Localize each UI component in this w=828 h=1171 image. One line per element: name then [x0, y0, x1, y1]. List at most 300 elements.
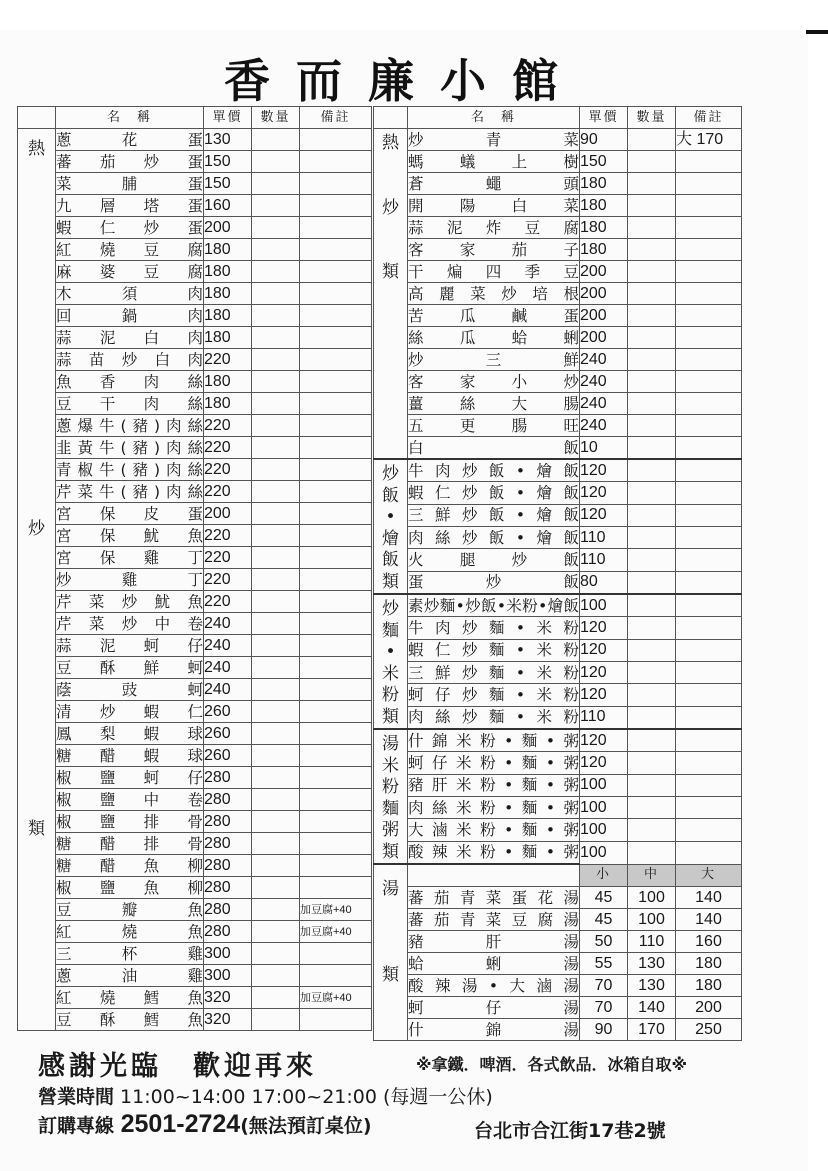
menu-row: [374, 684, 742, 706]
item-name: [408, 327, 580, 349]
name-header: 名 稱: [408, 107, 580, 129]
menu-row: [18, 987, 372, 1009]
item-name-text: 椒鹽蚵仔: [56, 768, 203, 787]
menu-row: [18, 371, 372, 393]
item-note: [300, 481, 372, 503]
item-price: 200: [580, 283, 628, 305]
item-name: [56, 811, 204, 833]
item-price: 220: [204, 525, 252, 547]
menu-row: [18, 723, 372, 745]
name-header: 名 稱: [56, 107, 204, 129]
item-name: [408, 729, 580, 752]
item-qty: [628, 684, 676, 706]
item-note: [300, 811, 372, 833]
category-text: 炒 飯 • 燴 飯 類: [382, 464, 399, 592]
item-price: 280: [204, 833, 252, 855]
item-name-text: 鳳梨蝦球: [56, 724, 203, 743]
menu-row: [374, 151, 742, 173]
soup-name: [408, 931, 580, 953]
item-price: 200: [580, 305, 628, 327]
soup-name-text: 豬肝湯: [408, 932, 579, 951]
item-name: [408, 129, 580, 151]
menu-row: [374, 261, 742, 283]
scan-edge-mark: [806, 30, 828, 34]
item-name: [56, 591, 204, 613]
menu-row: [18, 459, 372, 481]
item-price: 110: [580, 549, 628, 571]
soup-price-medium: 130: [628, 975, 676, 997]
menu-row: [374, 706, 742, 729]
soup-price-small: 50: [580, 931, 628, 953]
item-note: [300, 525, 372, 547]
item-qty: [252, 415, 300, 437]
item-name: [56, 503, 204, 525]
item-name: [408, 549, 580, 571]
item-name-text: 椒鹽魚柳: [56, 878, 203, 897]
item-qty: [628, 217, 676, 239]
soup-row: [374, 931, 742, 953]
item-qty: [252, 371, 300, 393]
item-name-text: 蒜泥蚵仔: [56, 636, 203, 655]
item-price: 150: [204, 173, 252, 195]
item-qty: [252, 569, 300, 591]
menu-row: [374, 661, 742, 683]
soup-name: [408, 909, 580, 931]
item-note: [676, 261, 742, 283]
menu-row: [18, 195, 372, 217]
item-qty: [252, 525, 300, 547]
item-note: [300, 745, 372, 767]
item-price: 240: [580, 415, 628, 437]
item-name-text: 蒜苗炒白肉: [56, 350, 203, 369]
item-name: [56, 481, 204, 503]
item-name: [56, 305, 204, 327]
item-qty: [252, 393, 300, 415]
item-name: [408, 774, 580, 796]
soup-size-header-row: [374, 864, 742, 887]
item-price: 280: [204, 855, 252, 877]
item-qty: [252, 877, 300, 899]
item-price: 300: [204, 943, 252, 965]
item-price: 120: [580, 459, 628, 482]
menu-row: [374, 549, 742, 571]
item-name-text: 炒雞丁: [56, 570, 203, 589]
item-note: [300, 151, 372, 173]
hours-label: 營業時間: [38, 1086, 115, 1108]
item-note: [300, 965, 372, 987]
menu-row: [374, 239, 742, 261]
item-qty: [628, 774, 676, 796]
item-note: [676, 594, 742, 617]
item-note: [300, 283, 372, 305]
menu-row: [18, 569, 372, 591]
menu-row: [18, 1009, 372, 1031]
item-name-text: 炒三鮮: [408, 350, 579, 369]
item-qty: [252, 657, 300, 679]
item-qty: [628, 526, 676, 548]
item-qty: [252, 745, 300, 767]
item-note: [300, 569, 372, 591]
size-header: 小: [580, 864, 628, 887]
soup-price-small: 45: [580, 887, 628, 909]
item-name: [408, 752, 580, 774]
menu-row: [18, 437, 372, 459]
item-price: 180: [204, 261, 252, 283]
item-name: [56, 833, 204, 855]
item-name: [56, 745, 204, 767]
item-name: [56, 129, 204, 151]
item-name: [408, 639, 580, 661]
item-name-text: 火腿炒飯: [408, 550, 579, 569]
item-price: 180: [204, 239, 252, 261]
item-note: 大 170: [676, 129, 742, 151]
item-name-text: 芹菜炒魷魚: [56, 592, 203, 611]
item-qty: [628, 371, 676, 393]
item-qty: [628, 437, 676, 460]
item-note: [300, 371, 372, 393]
item-name: [56, 239, 204, 261]
item-qty: [252, 327, 300, 349]
item-qty: [628, 195, 676, 217]
item-qty: [628, 706, 676, 729]
soup-name-text: 蚵仔湯: [408, 998, 579, 1017]
right-menu-table: [373, 106, 742, 1041]
item-price: 150: [580, 151, 628, 173]
item-note: [676, 327, 742, 349]
item-note: [300, 679, 372, 701]
item-note: [676, 526, 742, 548]
item-name: [408, 415, 580, 437]
item-qty: [628, 661, 676, 683]
menu-row: [374, 305, 742, 327]
item-qty: [628, 796, 676, 818]
item-name-text: 牛肉炒麵•米粉: [408, 618, 579, 637]
item-name: [56, 569, 204, 591]
item-price: 100: [580, 819, 628, 841]
item-name-text: 豆酥鮮蚵: [56, 658, 203, 677]
item-name-text: 蔥爆牛(豬)肉絲: [56, 416, 203, 435]
menu-row: [18, 965, 372, 987]
item-note: [300, 261, 372, 283]
menu-row: [18, 811, 372, 833]
item-price: 260: [204, 723, 252, 745]
item-note: [676, 617, 742, 639]
item-note: [300, 855, 372, 877]
item-name-text: 酸辣米粉•麵•粥: [408, 843, 579, 862]
menu-row: [374, 571, 742, 594]
menu-row: [18, 129, 372, 151]
item-price: 200: [580, 261, 628, 283]
menu-row: [18, 547, 372, 569]
item-price: 110: [580, 526, 628, 548]
item-note: [300, 723, 372, 745]
item-name-text: 肉絲炒飯•燴飯: [408, 528, 579, 547]
item-note: 加豆腐+40: [300, 987, 372, 1009]
item-price: 240: [204, 657, 252, 679]
item-note: [300, 459, 372, 481]
item-note: [300, 767, 372, 789]
item-qty: [628, 129, 676, 151]
item-qty: [252, 987, 300, 1009]
item-name: [56, 349, 204, 371]
item-name: [56, 217, 204, 239]
phone-number: 2501-2724: [120, 1110, 241, 1138]
item-name: [56, 393, 204, 415]
soup-price-medium: 110: [628, 931, 676, 953]
item-qty: [252, 613, 300, 635]
item-note: [300, 657, 372, 679]
item-name-text: 糖醋蝦球: [56, 746, 203, 765]
item-name-text: 白飯: [408, 438, 579, 457]
item-note: [300, 833, 372, 855]
item-note: [676, 706, 742, 729]
item-qty: [252, 217, 300, 239]
item-price: 240: [204, 679, 252, 701]
menu-row: [18, 657, 372, 679]
item-price: 100: [580, 594, 628, 617]
soup-price-small: 55: [580, 953, 628, 975]
soup-price-medium: 130: [628, 953, 676, 975]
item-name: [408, 841, 580, 864]
item-name-text: 蒜泥炸豆腐: [408, 218, 579, 237]
item-name-text: 干煸四季豆: [408, 262, 579, 281]
item-note: [300, 349, 372, 371]
item-name-text: 蚵仔米粉•麵•粥: [408, 753, 579, 772]
item-note: [300, 591, 372, 613]
menu-row: [18, 283, 372, 305]
item-name-text: 糖醋排骨: [56, 834, 203, 853]
item-price: 100: [580, 841, 628, 864]
soup-name: [408, 887, 580, 909]
item-qty: [252, 173, 300, 195]
item-qty: [628, 261, 676, 283]
item-name-text: 紅燒豆腐: [56, 240, 203, 259]
menu-row: [18, 591, 372, 613]
item-price: 180: [204, 327, 252, 349]
item-name: [56, 767, 204, 789]
item-name: [408, 571, 580, 594]
item-note: [676, 393, 742, 415]
item-note: [676, 774, 742, 796]
item-note: [300, 635, 372, 657]
item-name: [56, 151, 204, 173]
soup-name: [408, 953, 580, 975]
soup-name: [408, 1019, 580, 1041]
menu-row: [18, 349, 372, 371]
item-qty: [252, 811, 300, 833]
item-price: 120: [580, 661, 628, 683]
item-name-text: 客家小炒: [408, 372, 579, 391]
item-name-text: 菜脯蛋: [56, 174, 203, 193]
item-name-text: 芹菜牛(豬)肉絲: [56, 482, 203, 501]
item-note: [676, 504, 742, 526]
item-note: [676, 571, 742, 594]
soup-price-medium: 100: [628, 887, 676, 909]
item-note: [300, 173, 372, 195]
item-note: [676, 729, 742, 752]
item-price: 180: [204, 371, 252, 393]
item-price: 120: [580, 617, 628, 639]
menu-row: [18, 855, 372, 877]
item-name: [56, 899, 204, 921]
item-name-text: 豆瓣魚: [56, 900, 203, 919]
item-name: [408, 796, 580, 818]
item-qty: [252, 437, 300, 459]
item-price: 240: [204, 613, 252, 635]
item-name: [56, 701, 204, 723]
item-price: 120: [580, 729, 628, 752]
menu-row: [18, 767, 372, 789]
soup-name-text: 酸辣湯•大滷湯: [408, 976, 579, 995]
qty-header: 數量: [628, 107, 676, 129]
item-note: [300, 217, 372, 239]
soup-price-medium: 100: [628, 909, 676, 931]
phone-note: (無法預訂桌位): [240, 1115, 372, 1137]
item-qty: [252, 503, 300, 525]
item-name-text: 螞蟻上樹: [408, 152, 579, 171]
item-name-text: 五更腸旺: [408, 416, 579, 435]
footer: [38, 1040, 798, 1142]
item-qty: [252, 283, 300, 305]
item-name-text: 青椒牛(豬)肉絲: [56, 460, 203, 479]
soup-name-text: 蕃茄青菜豆腐湯: [408, 910, 579, 929]
item-name: [408, 437, 580, 460]
item-qty: [252, 481, 300, 503]
item-name: [56, 371, 204, 393]
item-qty: [252, 195, 300, 217]
item-note: [300, 547, 372, 569]
item-name-text: 薑絲大腸: [408, 394, 579, 413]
menu-row: [374, 752, 742, 774]
menu-row: [374, 217, 742, 239]
menu-row: [18, 217, 372, 239]
item-name-text: 肉絲米粉•麵•粥: [408, 798, 579, 817]
menu-row: [18, 239, 372, 261]
soup-price-large: 140: [676, 887, 742, 909]
menu-row: [374, 617, 742, 639]
item-name: [408, 305, 580, 327]
item-price: 80: [580, 571, 628, 594]
item-name-text: 豆酥鱈魚: [56, 1010, 203, 1029]
item-note: [300, 305, 372, 327]
soup-price-medium: 170: [628, 1019, 676, 1041]
soup-price-small: 70: [580, 975, 628, 997]
item-price: 300: [204, 965, 252, 987]
menu-row: [374, 841, 742, 864]
category-label: [374, 864, 408, 1041]
item-qty: [252, 943, 300, 965]
menu-row: [18, 151, 372, 173]
menu-row: [18, 261, 372, 283]
item-qty: [628, 173, 676, 195]
menu-row: [18, 745, 372, 767]
item-price: 160: [204, 195, 252, 217]
menu-row: [374, 819, 742, 841]
self-serve-notice: ※拿鐵．啤酒．各式飲品．冰箱自取※: [416, 1055, 688, 1074]
soup-name: [408, 997, 580, 1019]
item-name-text: 大滷米粉•麵•粥: [408, 820, 579, 839]
item-name-text: 糖醋魚柳: [56, 856, 203, 875]
soup-price-large: 180: [676, 975, 742, 997]
item-name: [408, 173, 580, 195]
menu-row: [18, 327, 372, 349]
item-note: [300, 943, 372, 965]
item-name-text: 三杯雞: [56, 944, 203, 963]
thanks-message: 感謝光臨 歡迎再來: [38, 1051, 317, 1082]
menu-row: [374, 195, 742, 217]
item-name: [408, 195, 580, 217]
item-qty: [628, 283, 676, 305]
item-price: 180: [580, 239, 628, 261]
item-name: [56, 679, 204, 701]
menu-row: [18, 173, 372, 195]
menu-row: [374, 437, 742, 460]
item-name-text: 三鮮炒麵•米粉: [408, 663, 579, 682]
item-name-text: 蕃茄炒蛋: [56, 152, 203, 171]
menu-row: [374, 526, 742, 548]
item-price: 220: [204, 569, 252, 591]
category-text: 湯 類: [382, 879, 399, 985]
item-note: [676, 819, 742, 841]
item-qty: [628, 752, 676, 774]
item-qty: [252, 547, 300, 569]
note-header: 備註: [300, 107, 372, 129]
menu-row: [18, 415, 372, 437]
item-name: [56, 657, 204, 679]
item-name: [408, 239, 580, 261]
item-price: 220: [204, 415, 252, 437]
category-text: 熱 炒 類: [28, 139, 45, 839]
item-qty: [628, 349, 676, 371]
item-name-text: 素炒麵•炒飯•米粉•燴飯: [408, 596, 579, 615]
item-name-text: 宮保皮蛋: [56, 504, 203, 523]
item-price: 200: [204, 503, 252, 525]
item-qty: [252, 855, 300, 877]
item-qty: [628, 393, 676, 415]
restaurant-title: 香而廉小館: [224, 54, 584, 108]
item-qty: [628, 482, 676, 504]
item-name: [56, 921, 204, 943]
soup-price-large: 250: [676, 1019, 742, 1041]
category-header: [18, 107, 56, 129]
item-name-text: 蔥花蛋: [56, 130, 203, 149]
item-name-text: 蝦仁炒飯•燴飯: [408, 483, 579, 502]
soup-price-medium: 140: [628, 997, 676, 1019]
item-qty: [252, 767, 300, 789]
menu-row: [374, 371, 742, 393]
item-qty: [628, 617, 676, 639]
menu-row: [18, 635, 372, 657]
item-name-text: 蒜泥白肉: [56, 328, 203, 347]
item-price: 220: [204, 591, 252, 613]
soup-price-small: 70: [580, 997, 628, 1019]
item-name: [408, 217, 580, 239]
menu-row: [374, 482, 742, 504]
soup-row: [374, 909, 742, 931]
item-price: 110: [580, 706, 628, 729]
soup-name-text: 蕃茄青菜蛋花湯: [408, 888, 579, 907]
category-text: 湯 米 粉 麵 粥 類: [382, 734, 399, 862]
item-name: [56, 415, 204, 437]
menu-row: [374, 393, 742, 415]
item-qty: [252, 833, 300, 855]
item-note: 加豆腐+40: [300, 899, 372, 921]
item-note: [676, 151, 742, 173]
menu-row: [374, 349, 742, 371]
item-price: 240: [204, 635, 252, 657]
soup-price-small: 90: [580, 1019, 628, 1041]
item-name-text: 宮保魷魚: [56, 526, 203, 545]
